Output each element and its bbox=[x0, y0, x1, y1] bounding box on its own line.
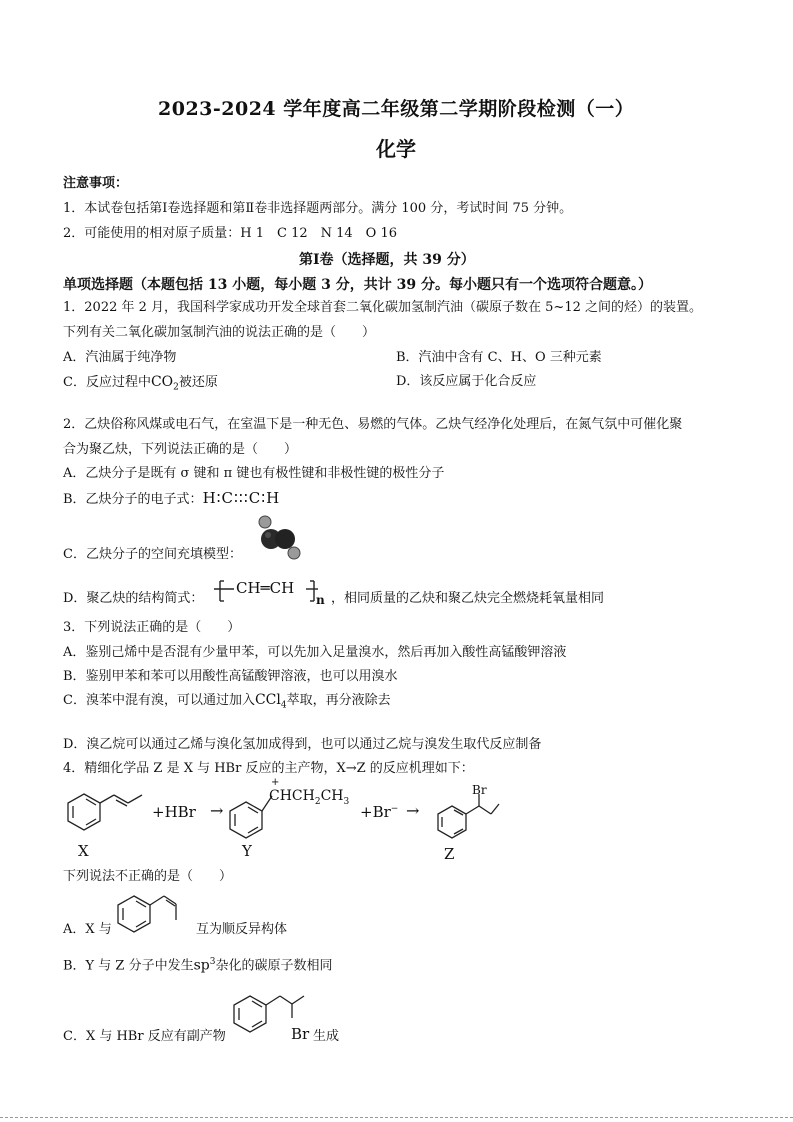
y-side-chain bbox=[269, 788, 349, 807]
q2-electron-formula: H∶C∶∶∶C∶H bbox=[202, 489, 281, 507]
molecule-z-structure bbox=[436, 790, 506, 842]
q2-option-d-post: ，相同质量的乙炔和聚乙炔完全燃烧耗氧量相同 bbox=[331, 591, 605, 606]
q4-option-b bbox=[63, 958, 332, 972]
y-chain-chch: CHCH bbox=[269, 788, 315, 804]
y-chain-sub2: 2 bbox=[314, 796, 321, 807]
q3-option-c-post: 萃取，再分液除去 bbox=[286, 693, 391, 708]
molecule-x-structure bbox=[64, 786, 154, 836]
q4-sp3: sp bbox=[193, 957, 210, 974]
label-z: Z bbox=[444, 845, 455, 863]
q1-co2-formula: CO bbox=[150, 374, 174, 390]
q1-option-d: D．该反应属于化合反应 bbox=[396, 374, 537, 389]
q4-option-c-br: Br bbox=[291, 1025, 310, 1043]
q2-stem-line2: 合为聚乙炔，下列说法正确的是（ ） bbox=[63, 442, 298, 457]
q3-option-a: A．鉴别己烯中是否混有少量甲苯，可以先加入足量溴水，然后再加入酸性高锰酸钾溶液 bbox=[63, 645, 567, 660]
q2-option-c: C．乙炔分子的空间充填模型： bbox=[63, 547, 242, 562]
q3-option-b: B．鉴别甲苯和苯可以用酸性高锰酸钾溶液，也可以用溴水 bbox=[63, 669, 398, 684]
q1-option-b: B．汽油中含有 C、H、O 三种元素 bbox=[396, 350, 602, 365]
label-y: Y bbox=[242, 842, 252, 860]
note-item-1: 1．本试卷包括第Ⅰ卷选择题和第Ⅱ卷非选择题两部分。满分 100 分，考试时间 75 分钟。 bbox=[63, 201, 573, 216]
section-title: 第Ⅰ卷（选择题，共 39 分） bbox=[299, 252, 475, 268]
q3-option-d: D．溴乙烷可以通过乙烯与溴化氢加成得到，也可以通过乙烷与溴发生取代反应制备 bbox=[63, 737, 542, 752]
scheme-arrow-1: → bbox=[210, 801, 224, 820]
q3-ccl4-subscript: 4 bbox=[280, 700, 287, 711]
q1-stem-line1: 1．2022 年 2 月，我国科学家成功开发全球首套二氧化碳加氢制汽油（碳原子数在 5~12 之间的烃）的装置。 bbox=[63, 300, 702, 315]
scheme-plus-hbr: +HBr bbox=[152, 803, 196, 821]
q2-option-d bbox=[63, 592, 203, 605]
cis-isomer-structure bbox=[114, 890, 194, 938]
page-bottom-divider bbox=[0, 1117, 793, 1118]
label-x: X bbox=[78, 842, 89, 860]
q2-stem-line1: 2．乙炔俗称风煤或电石气，在室温下是一种无色、易燃的气体。乙炔气经净化处理后，在氮气氛中可催化聚 bbox=[63, 417, 683, 432]
q2-option-d-pre: D．聚乙炔的结构简式： bbox=[63, 591, 204, 606]
acetylene-space-filling-model-icon bbox=[254, 513, 310, 559]
note-item-2: 2．可能使用的相对原子质量：H 1 C 12 N 14 O 16 bbox=[63, 226, 398, 241]
q2-option-b-pre: B．乙炔分子的电子式： bbox=[63, 492, 203, 507]
q1-stem-line2: 下列有关二氧化碳加氢制汽油的说法正确的是（ ） bbox=[63, 325, 376, 340]
z-br-label: Br bbox=[472, 783, 487, 797]
q1-option-c bbox=[63, 375, 218, 393]
q3-stem: 3．下列说法正确的是（ ） bbox=[63, 620, 241, 635]
q3-option-c bbox=[63, 693, 391, 711]
scheme-arrow-2: → bbox=[406, 801, 420, 820]
q2-option-b bbox=[63, 491, 280, 506]
y-chain-ch3: CH bbox=[320, 788, 344, 804]
q4-stem: 4．精细化学品 Z 是 X 与 HBr 反应的主产物，X→Z 的反应机理如下： bbox=[63, 761, 474, 776]
q4-option-c-pre: C．X 与 HBr 反应有副产物 bbox=[63, 1029, 226, 1044]
q3-option-c-pre: C．溴苯中混有溴，可以通过加入 bbox=[63, 693, 255, 708]
q4-option-a-pre: A．X 与 bbox=[63, 922, 112, 937]
q4-option-b-pre: B．Y 与 Z 分子中发生 bbox=[63, 958, 194, 974]
q1-option-a: A．汽油属于纯净物 bbox=[63, 350, 177, 365]
notes-heading: 注意事项： bbox=[63, 176, 129, 191]
q4-option-c-post: 生成 bbox=[313, 1029, 340, 1044]
polyacetylene-n: n bbox=[316, 593, 325, 607]
q1-option-c-pre: C．反应过程中 bbox=[63, 375, 151, 390]
plus-br-text: +Br bbox=[360, 803, 391, 821]
polyacetylene-unit: CH═CH bbox=[236, 579, 295, 597]
br-minus: − bbox=[390, 804, 399, 814]
q4-option-b-post: 杂化的碳原子数相同 bbox=[215, 958, 333, 974]
section-instruction: 单项选择题（本题包括 13 小题，每小题 3 分，共计 39 分。每小题只有一个选项符合题意。） bbox=[63, 277, 652, 293]
q1-option-c-post: 被还原 bbox=[178, 375, 218, 390]
scheme-plus-br bbox=[360, 803, 398, 821]
q1-co2-subscript: 2 bbox=[173, 382, 179, 393]
q4-sp3-sup: 3 bbox=[209, 957, 216, 967]
subject-title: 化学 bbox=[376, 137, 416, 161]
q4-sub-stem: 下列说法不正确的是（ ） bbox=[63, 869, 233, 884]
y-chain-sub3: 3 bbox=[343, 796, 350, 807]
y-carbocation-plus: + bbox=[271, 777, 280, 788]
q3-ccl4-formula: CCl bbox=[254, 692, 281, 708]
page-title: 2023-2024 学年度高二年级第二学期阶段检测（一） bbox=[158, 98, 635, 120]
q2-option-a: A．乙炔分子是既有 σ 键和 π 键也有极性键和非极性键的极性分子 bbox=[63, 466, 445, 481]
q4-option-a-post: 互为顺反异构体 bbox=[196, 922, 288, 937]
